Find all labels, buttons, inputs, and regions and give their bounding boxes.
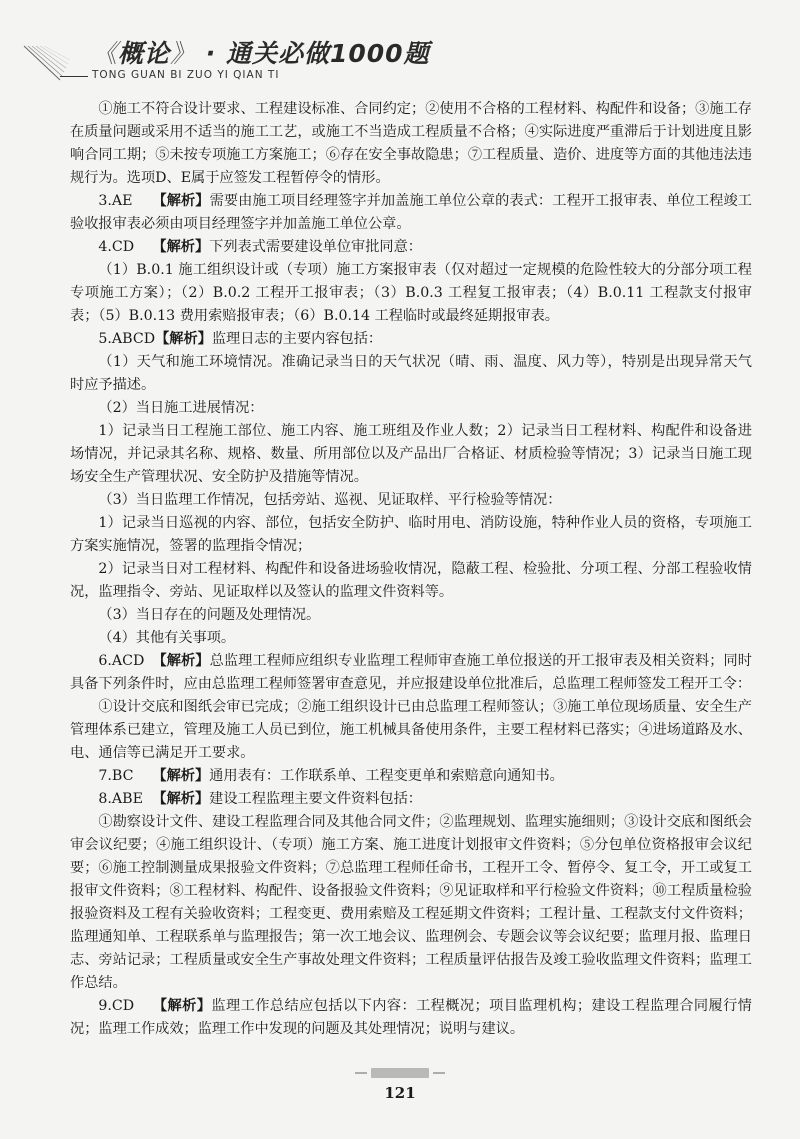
body-paragraph: （1）天气和施工环境情况。准确记录当日的天气状况（晴、雨、温度、风力等），特别是出现异常天气时应予描述。 <box>70 354 752 393</box>
answer-text: 下列表式需要建设单位审批同意： <box>209 239 422 255</box>
page-content <box>70 98 752 1041</box>
answer-paragraph <box>70 995 752 1041</box>
analysis-tag: 【解析】 <box>152 653 210 669</box>
body-paragraph: （4）其他有关事项。 <box>98 630 236 646</box>
answer-paragraph <box>70 328 752 351</box>
answer-text: 需要由施工项目经理签字并加盖施工单位公章的表式：工程开工报审表、单位工程竣工验收报审表必须由项目经理签字并加盖施工单位公章。 <box>70 193 752 232</box>
answer-code: 7.BC <box>98 768 134 784</box>
answer-code: 4.CD <box>98 239 135 255</box>
analysis-tag: 【解析】 <box>152 768 210 784</box>
analysis-tag: 【解析】 <box>155 331 212 347</box>
analysis-tag: 【解析】 <box>152 193 210 209</box>
analysis-tag: 【解析】 <box>152 791 210 807</box>
answer-text: 通用表有：工作联系单、工程变更单和索赔意向通知书。 <box>209 768 564 784</box>
series-name: 通关必做1000题 <box>225 39 430 68</box>
answer-paragraph <box>70 788 752 811</box>
answer-code: 5.ABCD <box>98 331 156 347</box>
answer-text: 监理日志的主要内容包括： <box>211 331 383 347</box>
answer-code: 8.ABE <box>98 791 143 807</box>
answer-text: 建设工程监理主要文件资料包括： <box>209 791 422 807</box>
answer-code: 3.AE <box>98 193 133 209</box>
body-paragraph: 2）记录当日对工程材料、构配件和设备进场验收情况，隐蔽工程、检验批、分项工程、分部工程验收情况，监理指令、旁站、见证取样以及签认的监理文件资料等。 <box>70 561 752 600</box>
footer-decoration <box>355 1066 445 1080</box>
answer-text: 监理工作总结应包括以下内容：工程概况；项目监理机构；建设工程监理合同履行情况；监理工作成效；监理工作中发现的问题及其处理情况；说明与建议。 <box>70 998 752 1037</box>
page-number: 121 <box>384 1084 416 1102</box>
body-paragraph: （1）B.0.1 施工组织设计或（专项）施工方案报审表（仅对超过一定规模的危险性较大的分部分项工程专项施工方案）；（2）B.0.2 工程开工报审表；（3）B.0.3 工程复工报审表；（4）B.0.11 工程款支付报审表；（5）B.0.13 费用索赔报审表；（6）B.0.14 工程临时或最终延期报审表。 <box>70 262 752 324</box>
answer-paragraph <box>70 650 752 696</box>
body-paragraph: ①设计交底和图纸会审已完成；②施工组织设计已由总监理工程师签认；③施工单位现场质量、安全生产管理体系已建立，管理及施工人员已到位，施工机械具备使用条件，主要工程材料已落实；④进场道路及水、电、通信等已满足开工要求。 <box>70 699 752 761</box>
header-subtitle: TONG GUAN BI ZUO YI QIAN TI <box>92 69 280 81</box>
book-title: 《概论》 · 通关必做1000题 <box>92 39 430 68</box>
page-header <box>0 0 800 95</box>
answer-paragraph <box>70 190 752 236</box>
body-paragraph: 1）记录当日巡视的内容、部位，包括安全防护、临时用电、消防设施，特种作业人员的资格，专项施工方案实施情况，签署的监理指令情况； <box>70 515 752 554</box>
answer-paragraph <box>70 236 752 259</box>
body-paragraph: （3）当日存在的问题及处理情况。 <box>98 607 321 623</box>
body-paragraph: （3）当日监理工作情况，包括旁站、巡视、见证取样、平行检验等情况： <box>98 492 562 508</box>
answer-text: 总监理工程师应组织专业监理工程师审查施工单位报送的开工报审表及相关资料；同时具备下列条件时，应由总监理工程师签署审查意见，并应报建设单位批准后，总监理工程师签发工程开工令： <box>70 653 752 692</box>
body-paragraph: 1）记录当日工程施工部位、施工内容、施工班组及作业人数；2）记录当日工程材料、构配件和设备进场情况，并记录其名称、规格、数量、所用部位以及产品出厂合格证、材质检验等情况；3）记录当日施工现场安全生产管理状况、安全防护及措施等情况。 <box>70 423 752 485</box>
body-paragraph: ①施工不符合设计要求、工程建设标准、合同约定；②使用不合格的工程材料、构配件和设备；③施工存在质量问题或采用不适当的施工工艺，或施工不当造成工程质量不合格；④实际进度严重滞后于计划进度且影响合同工期；⑤未按专项施工方案施工；⑥存在安全事故隐患；⑦工程质量、造价、进度等方面的其他违法违规行为。选项D、E属于应签发工程暂停令的情形。 <box>70 101 752 186</box>
analysis-tag: 【解析】 <box>152 239 210 255</box>
book-name: 概论 <box>118 39 171 68</box>
answer-paragraph <box>70 765 752 788</box>
page-footer <box>0 1058 800 1128</box>
analysis-tag: 【解析】 <box>152 998 212 1014</box>
body-paragraph: ①勘察设计文件、建设工程监理合同及其他合同文件；②监理规划、监理实施细则；③设计交底和图纸会审会议纪要；④施工组织设计、（专项）施工方案、施工进度计划报审文件资料；⑤分包单位资格报审会议纪要；⑥施工控制测量成果报验文件资料；⑦总监理工程师任命书，工程开工令、暂停令、复工令，开工或复工报审文件资料；⑧工程材料、构配件、设备报验文件资料；⑨见证取样和平行检验文件资料；⑩工程质量检验报验资料及工程有关验收资料；工程变更、费用索赔及工程延期文件资料；工程计量、工程款支付文件资料；监理通知单、工程联系单与监理报告；第一次工地会议、监理例会、专题会议等会议纪要；监理月报、监理日志、旁站记录；工程质量或安全生产事故处理文件资料；工程质量评估报告及竣工验收监理文件资料；监理工作总结。 <box>70 814 752 991</box>
title-separator: · <box>205 39 217 68</box>
body-paragraph: （2）当日施工进展情况： <box>98 400 264 416</box>
answer-code: 9.CD <box>98 998 135 1014</box>
answer-code: 6.ACD <box>98 653 145 669</box>
header-rule <box>60 76 88 77</box>
